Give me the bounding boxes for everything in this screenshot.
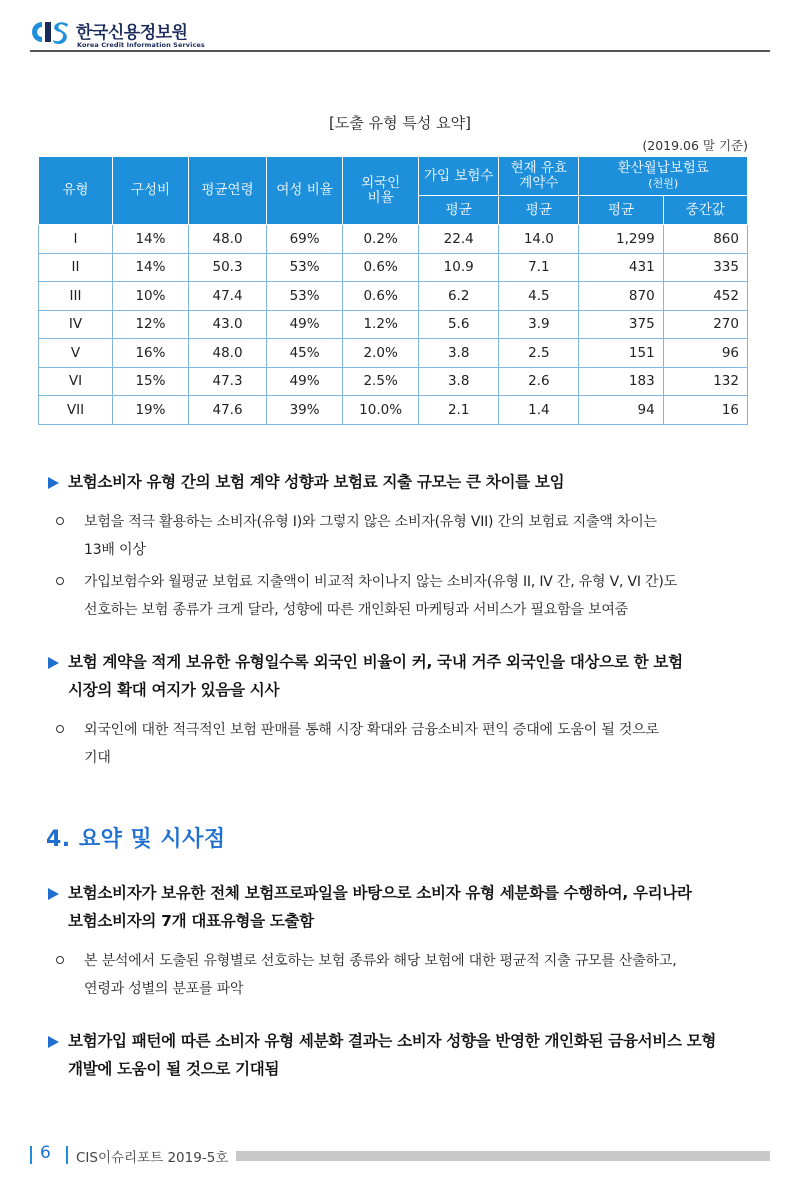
cell-prem-med: 132 — [663, 367, 747, 396]
cell-prem-med: 335 — [663, 253, 747, 282]
cell-prem-avg: 94 — [579, 396, 663, 425]
org-name-en: Korea Credit Information Services — [77, 41, 205, 49]
report-name: CIS이슈리포트 2019-5호 — [76, 1150, 229, 1166]
cell-ins: 3.8 — [419, 367, 499, 396]
cell-age: 50.3 — [189, 253, 267, 282]
cell-type: II — [39, 253, 113, 282]
table-date-note: (2019.06 말 기준) — [642, 138, 748, 153]
header-num-insurance: 가입 보험수 — [419, 157, 499, 196]
cell-valid: 2.6 — [499, 367, 579, 396]
cell-prem-med: 452 — [663, 282, 747, 311]
point-1-sub-2: 가입보험수와 월평균 보험료 지출액이 비교적 차이나지 않는 소비자(유형 II, IV 간, 유형 V, VI 간)도 선호하는 보험 종류가 크게 달라, 성향에 따른 개인화된 마케팅과 서비스가 필요함을 보여줌 — [46, 568, 756, 624]
cell-female: 45% — [267, 339, 343, 368]
cell-type: V — [39, 339, 113, 368]
cell-comp: 12% — [112, 310, 188, 339]
cell-age: 47.3 — [189, 367, 267, 396]
header-foreigner-ratio: 외국인 비율 — [343, 157, 419, 225]
type-summary-table — [38, 156, 748, 425]
table-row — [39, 310, 748, 339]
cell-type: III — [39, 282, 113, 311]
footer-divider — [66, 1146, 68, 1164]
circle-bullet-icon — [56, 956, 64, 964]
cell-comp: 10% — [112, 282, 188, 311]
cis-logo-icon — [30, 18, 70, 46]
header-prem-avg: 평균 — [579, 196, 663, 225]
header-composition: 구성비 — [112, 157, 188, 225]
cell-female: 53% — [267, 282, 343, 311]
cell-valid: 3.9 — [499, 310, 579, 339]
cell-female: 49% — [267, 310, 343, 339]
header-prem-median: 중간값 — [663, 196, 747, 225]
body-content — [46, 468, 756, 1083]
org-name: 한국신용정보원 — [76, 23, 188, 43]
section-title: 4. 요약 및 시사점 — [46, 827, 226, 852]
cell-foreign: 2.5% — [343, 367, 419, 396]
cell-age: 47.4 — [189, 282, 267, 311]
header-premium: 환산월납보험료 (천원) — [579, 157, 748, 196]
cell-valid: 4.5 — [499, 282, 579, 311]
point-4-heading: 보험가입 패턴에 따른 소비자 유형 세분화 결과는 소비자 성향을 반영한 개인화된 금융서비스 모형 개발에 도움이 될 것으로 기대됨 — [46, 1027, 756, 1083]
table-row — [39, 225, 748, 254]
cell-type: VI — [39, 367, 113, 396]
cell-age: 48.0 — [189, 339, 267, 368]
cell-type: IV — [39, 310, 113, 339]
triangle-bullet-icon — [48, 1036, 59, 1048]
circle-bullet-icon — [56, 725, 64, 733]
cell-comp: 19% — [112, 396, 188, 425]
circle-bullet-icon — [56, 577, 64, 585]
triangle-bullet-icon — [48, 477, 59, 489]
cell-prem-avg: 151 — [579, 339, 663, 368]
circle-bullet-icon — [56, 517, 64, 525]
cell-comp: 15% — [112, 367, 188, 396]
page-number: 6 — [40, 1143, 51, 1163]
table-row — [39, 396, 748, 425]
cell-ins: 22.4 — [419, 225, 499, 254]
point-1-heading: 보험소비자 유형 간의 보험 계약 성향과 보험료 지출 규모는 큰 차이를 보임 — [46, 468, 756, 496]
header-ins-avg: 평균 — [419, 196, 499, 225]
cell-age: 47.6 — [189, 396, 267, 425]
table-row — [39, 253, 748, 282]
cell-comp: 16% — [112, 339, 188, 368]
cell-prem-med: 270 — [663, 310, 747, 339]
cell-foreign: 0.6% — [343, 282, 419, 311]
cell-prem-avg: 183 — [579, 367, 663, 396]
point-2-sub-1: 외국인에 대한 적극적인 보험 판매를 통해 시장 확대와 금융소비자 편익 증대에 도움이 될 것으로 기대 — [46, 716, 756, 772]
cell-ins: 2.1 — [419, 396, 499, 425]
page-footer — [30, 1143, 770, 1167]
header-type: 유형 — [39, 157, 113, 225]
page-header — [30, 14, 770, 54]
cell-foreign: 2.0% — [343, 339, 419, 368]
cell-valid: 14.0 — [499, 225, 579, 254]
cell-comp: 14% — [112, 225, 188, 254]
table-row — [39, 367, 748, 396]
cell-comp: 14% — [112, 253, 188, 282]
cell-ins: 10.9 — [419, 253, 499, 282]
cell-prem-avg: 431 — [579, 253, 663, 282]
cell-ins: 5.6 — [419, 310, 499, 339]
cell-age: 48.0 — [189, 225, 267, 254]
cell-prem-med: 860 — [663, 225, 747, 254]
header-divider — [30, 50, 770, 52]
cell-female: 39% — [267, 396, 343, 425]
cell-prem-avg: 375 — [579, 310, 663, 339]
table-row — [39, 339, 748, 368]
cell-foreign: 1.2% — [343, 310, 419, 339]
point-3-heading: 보험소비자가 보유한 전체 보험프로파일을 바탕으로 소비자 유형 세분화를 수행하여, 우리나라 보험소비자의 7개 대표유형을 도출함 — [46, 879, 756, 935]
point-2-heading: 보험 계약을 적게 보유한 유형일수록 외국인 비율이 커, 국내 거주 외국인을 대상으로 한 보험 시장의 확대 여지가 있음을 시사 — [46, 648, 756, 704]
table-row — [39, 282, 748, 311]
footer-bar — [236, 1151, 770, 1161]
triangle-bullet-icon — [48, 888, 59, 900]
cell-female: 69% — [267, 225, 343, 254]
cell-prem-med: 96 — [663, 339, 747, 368]
footer-divider — [30, 1146, 32, 1164]
cell-foreign: 10.0% — [343, 396, 419, 425]
cell-valid: 1.4 — [499, 396, 579, 425]
cell-age: 43.0 — [189, 310, 267, 339]
point-3-sub-1: 본 분석에서 도출된 유형별로 선호하는 보험 종류와 해당 보험에 대한 평균적 지출 규모를 산출하고, 연령과 성별의 분포를 파악 — [46, 947, 756, 1003]
cell-female: 53% — [267, 253, 343, 282]
header-valid-avg: 평균 — [499, 196, 579, 225]
cell-valid: 2.5 — [499, 339, 579, 368]
header-valid-contracts: 현재 유효 계약수 — [499, 157, 579, 196]
cell-ins: 3.8 — [419, 339, 499, 368]
cell-female: 49% — [267, 367, 343, 396]
cell-ins: 6.2 — [419, 282, 499, 311]
table-title: [도출 유형 특성 요약] — [329, 114, 471, 132]
cell-foreign: 0.6% — [343, 253, 419, 282]
cell-prem-med: 16 — [663, 396, 747, 425]
cell-valid: 7.1 — [499, 253, 579, 282]
cell-foreign: 0.2% — [343, 225, 419, 254]
cell-type: VII — [39, 396, 113, 425]
cell-prem-avg: 1,299 — [579, 225, 663, 254]
point-1-sub-1: 보험을 적극 활용하는 소비자(유형 I)와 그렇지 않은 소비자(유형 VII) 간의 보험료 지출액 차이는 13배 이상 — [46, 508, 756, 564]
triangle-bullet-icon — [48, 657, 59, 669]
header-avg-age: 평균연령 — [189, 157, 267, 225]
header-female-ratio: 여성 비율 — [267, 157, 343, 225]
cell-type: I — [39, 225, 113, 254]
cell-prem-avg: 870 — [579, 282, 663, 311]
